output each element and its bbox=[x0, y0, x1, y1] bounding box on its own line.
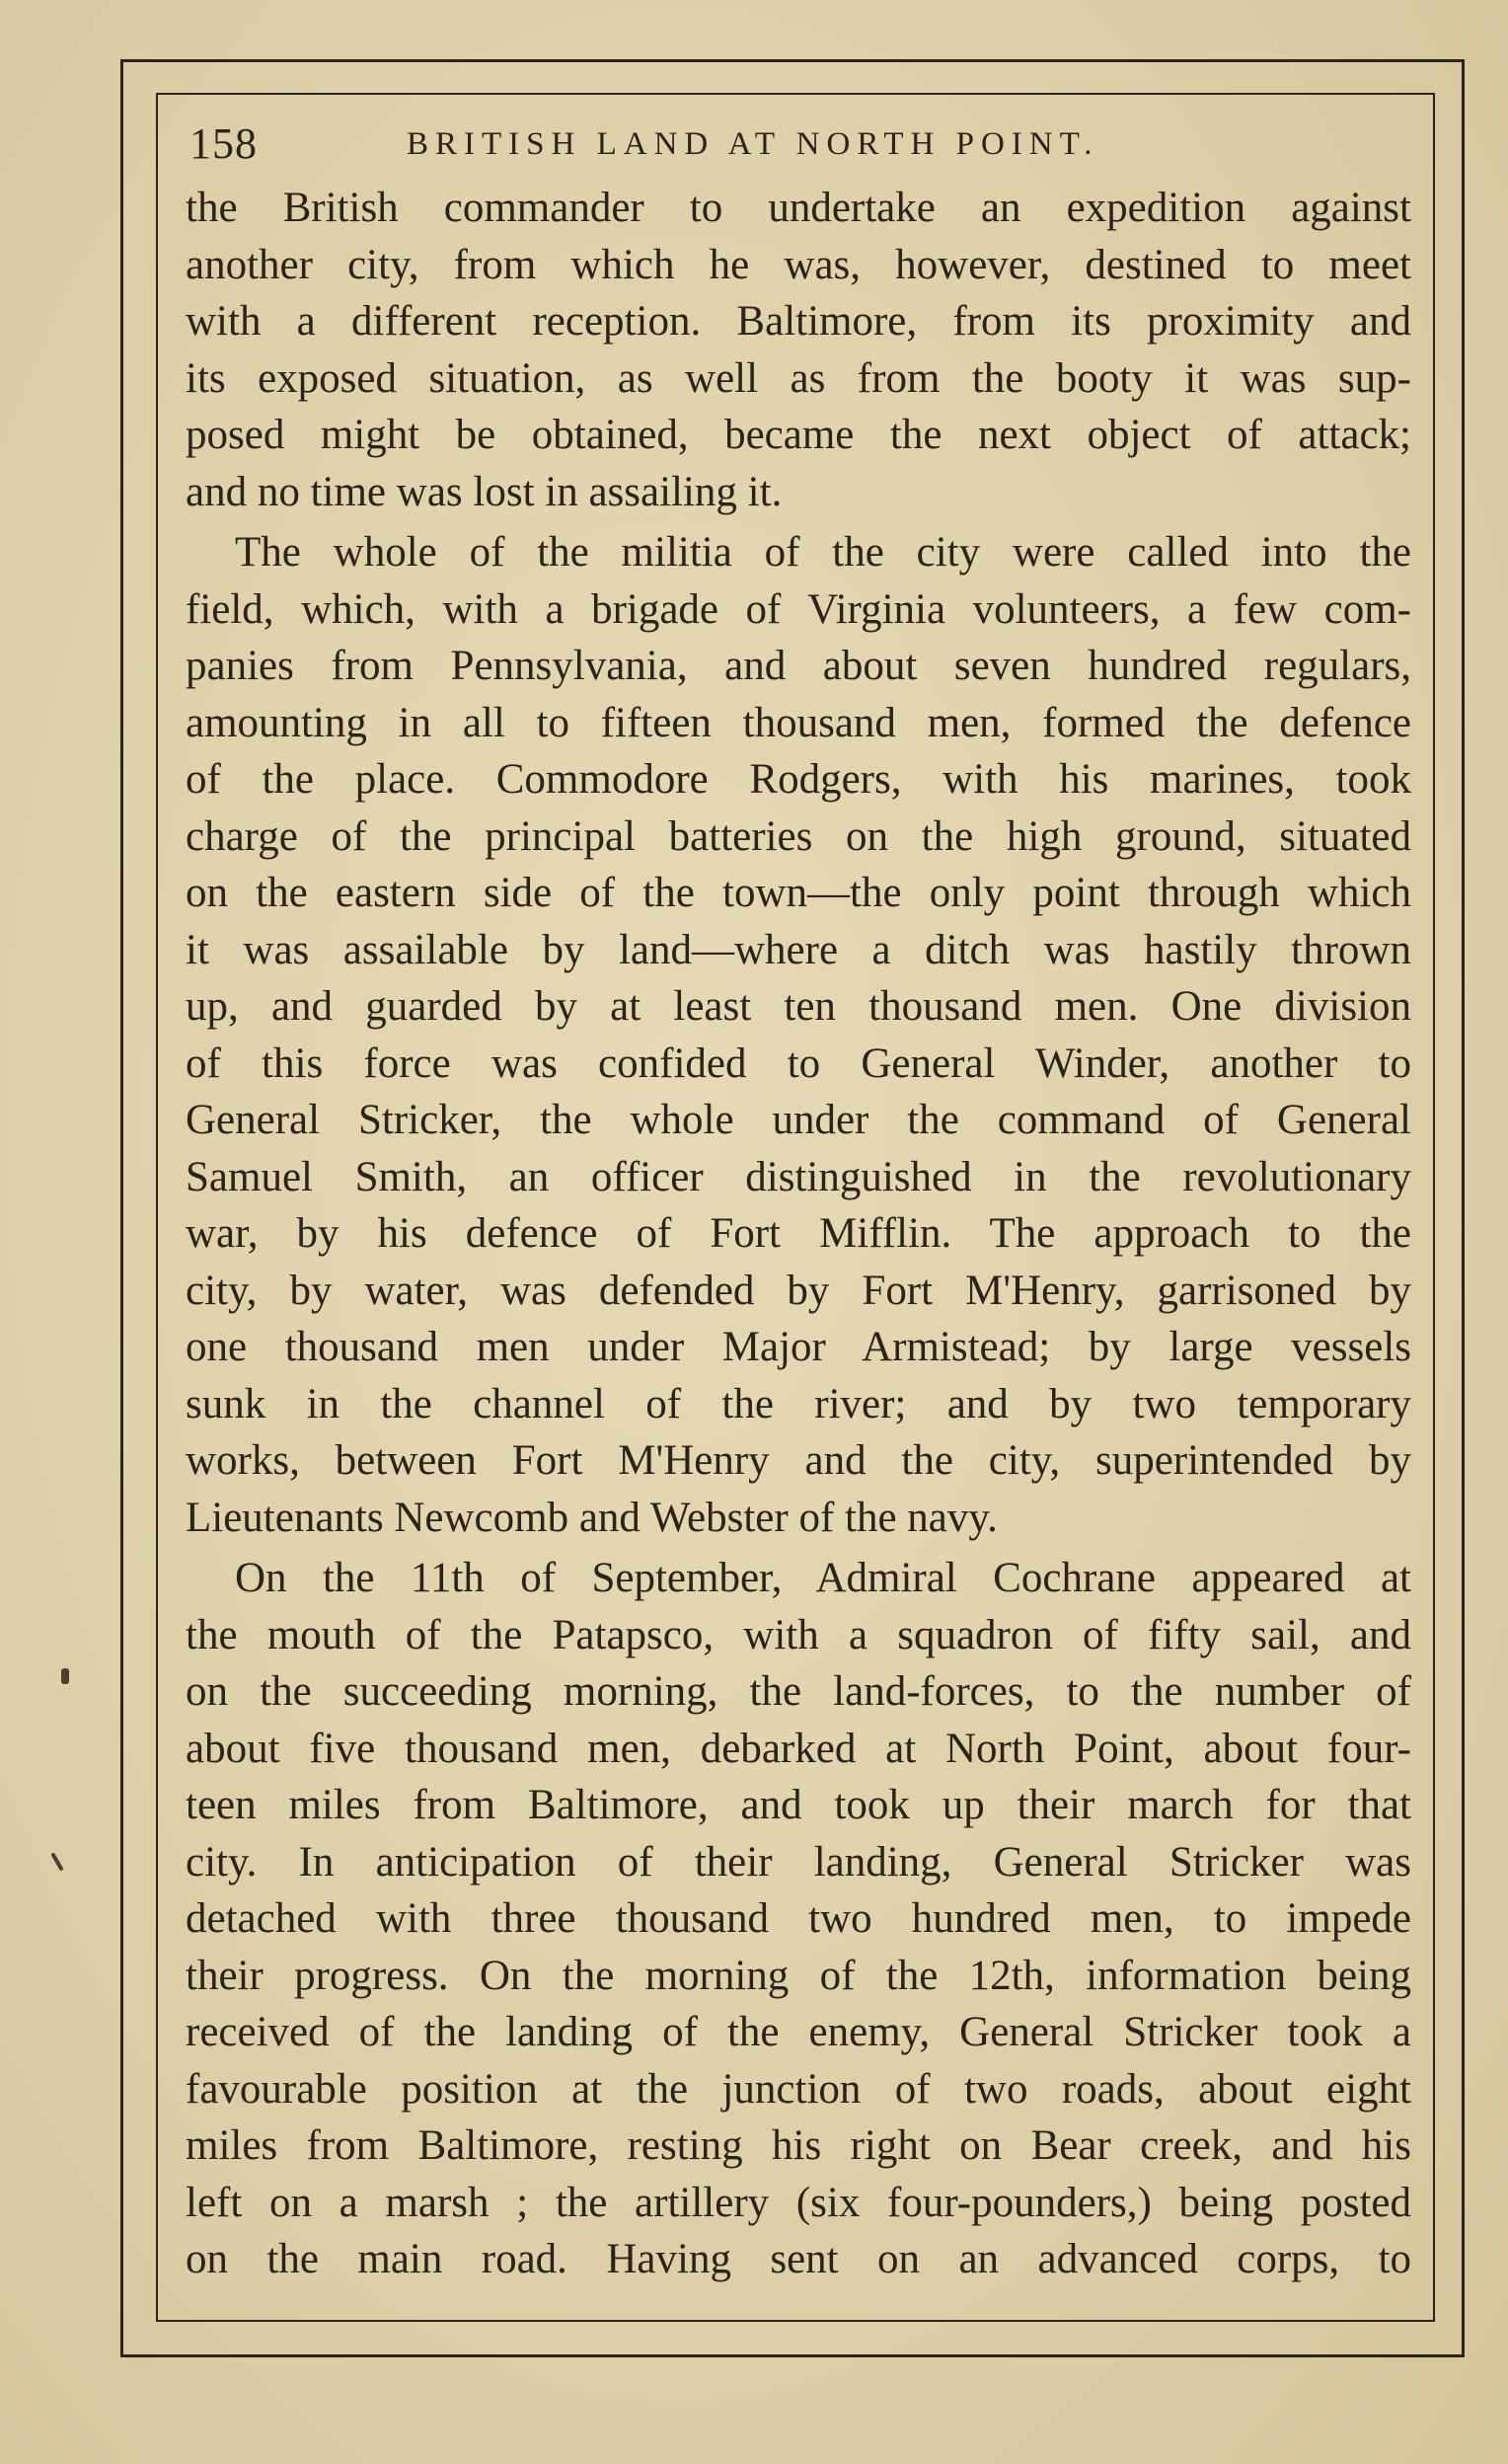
text-line: miles from Baltimore, resting his right on Bear creek, and his bbox=[186, 2122, 1411, 2169]
text-line: teen miles from Baltimore, and took up their march for that bbox=[186, 1782, 1411, 1828]
paragraph-2 bbox=[186, 524, 1411, 1546]
text-line: it was assailable by land—where a ditch was hastily thrown bbox=[186, 926, 1411, 973]
text-line: received of the landing of the enemy, General Stricker took a bbox=[186, 2009, 1411, 2055]
paragraph-3 bbox=[186, 1550, 1411, 2288]
text-line: its exposed situation, as well as from the booty it was sup- bbox=[186, 354, 1411, 402]
text-line: on the succeeding morning, the land-forces, to the number of bbox=[186, 1668, 1411, 1715]
text-line: the British commander to undertake an expedition against bbox=[186, 185, 1411, 231]
text-line: on the eastern side of the town—the only point through which bbox=[186, 870, 1411, 916]
text-line: detached with three thousand two hundred men, to impede bbox=[186, 1895, 1411, 1942]
text-line: of this force was confided to General Winder, another to bbox=[186, 1040, 1411, 1087]
text-line: panies from Pennsylvania, and about seven hundred regulars, bbox=[186, 643, 1411, 689]
text-line: on the main road. Having sent on an advanced corps, to bbox=[186, 2236, 1411, 2282]
page-content bbox=[186, 116, 1411, 2308]
text-line: another city, from which he was, however, destined to meet bbox=[186, 241, 1411, 288]
text-line: amounting in all to fifteen thousand men, formed the defence bbox=[186, 699, 1411, 746]
paragraph-1 bbox=[186, 180, 1411, 520]
text-line: city, by water, was defended by Fort M'Henry, garrisoned by bbox=[186, 1267, 1411, 1314]
text-line: city. In anticipation of their landing, General Stricker was bbox=[186, 1838, 1411, 1886]
text-line: Lieutenants Newcomb and Webster of the navy. bbox=[186, 1494, 998, 1541]
stray-ink-mark bbox=[61, 1668, 69, 1684]
text-line: their progress. On the morning of the 12th, information being bbox=[186, 1952, 1411, 1999]
text-line: posed might be obtained, became the next object of attack; bbox=[186, 412, 1411, 458]
text-line: with a different reception. Baltimore, from its proximity and bbox=[186, 298, 1411, 345]
page-number: 158 bbox=[189, 119, 258, 168]
text-line: works, between Fort M'Henry and the city, superintended by bbox=[186, 1437, 1411, 1484]
text-line: the mouth of the Patapsco, with a squadron of fifty sail, and bbox=[186, 1611, 1411, 1658]
text-line: up, and guarded by at least ten thousand men. One division bbox=[186, 983, 1411, 1030]
text-line: one thousand men under Major Armistead; by large vessels bbox=[186, 1324, 1411, 1370]
text-line: Samuel Smith, an officer distinguished in the revolutionary bbox=[186, 1153, 1411, 1200]
text-line: field, which, with a brigade of Virginia volunteers, a few com- bbox=[186, 585, 1411, 633]
text-line: On the 11th of September, Admiral Cochrane appeared at bbox=[235, 1555, 1411, 1601]
text-line: of the place. Commodore Rodgers, with his marines, took bbox=[186, 756, 1411, 803]
text-line: charge of the principal batteries on the high ground, situated bbox=[186, 812, 1411, 860]
text-line: about five thousand men, debarked at North Point, about four- bbox=[186, 1725, 1411, 1772]
text-line: and no time was lost in assailing it. bbox=[186, 468, 783, 515]
text-line: favourable position at the junction of two roads, about eight bbox=[186, 2065, 1411, 2113]
running-head bbox=[186, 116, 1411, 176]
text-line: sunk in the channel of the river; and by two temporary bbox=[186, 1380, 1411, 1427]
text-line: General Stricker, the whole under the command of General bbox=[186, 1097, 1411, 1143]
text-line: war, by his defence of Fort Mifflin. The approach to the bbox=[186, 1210, 1411, 1257]
running-title: BRITISH LAND AT NORTH POINT. bbox=[407, 126, 1099, 162]
text-line: The whole of the militia of the city were called into the bbox=[235, 529, 1411, 576]
text-line: left on a marsh ; the artillery (six four-pounders,) being posted bbox=[186, 2179, 1411, 2226]
